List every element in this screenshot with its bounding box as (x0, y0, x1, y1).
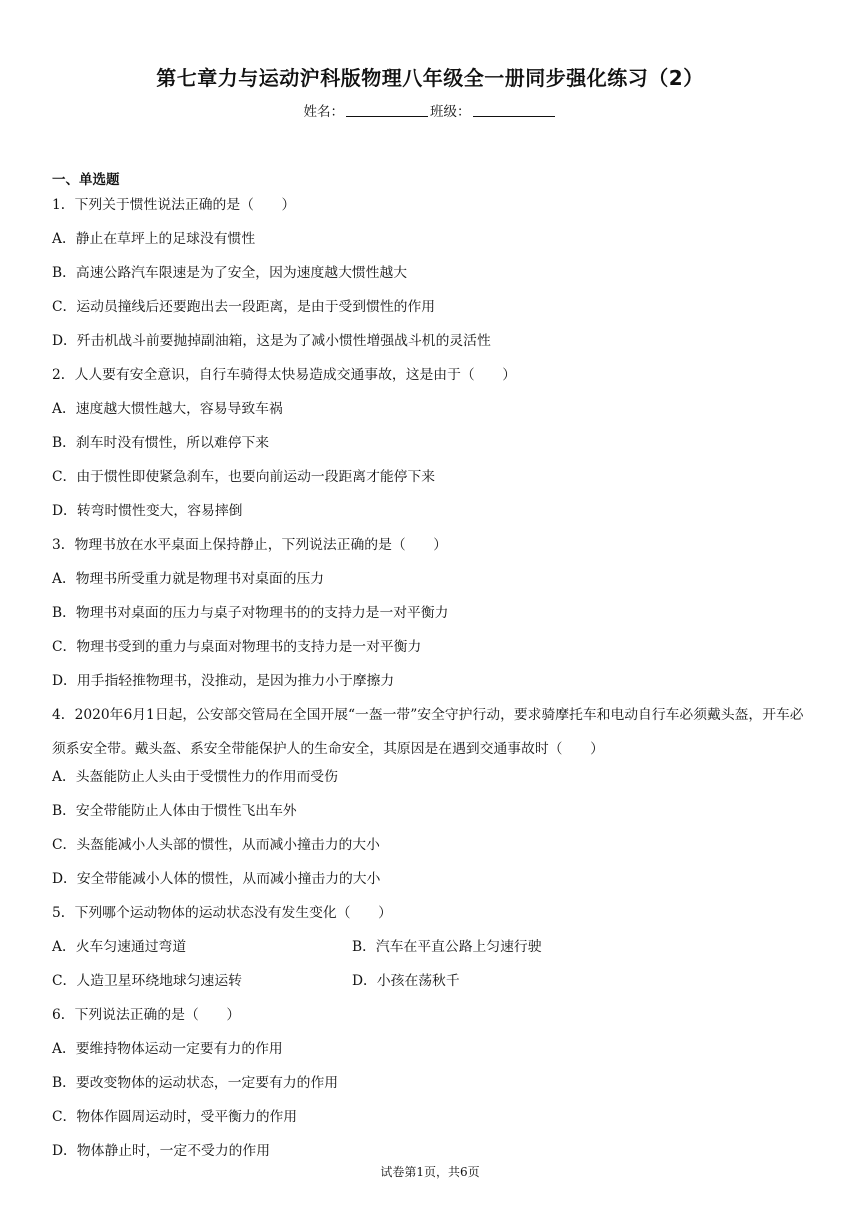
option: C．物体作圆周运动时，受平衡力的作用 (52, 1109, 298, 1125)
option: D．用手指轻推物理书，没推动，是因为推力小于摩擦力 (52, 673, 395, 689)
class-blank (473, 104, 555, 117)
option: C．运动员撞线后还要跑出去一段距离，是由于受到惯性的作用 (52, 299, 436, 315)
page-footer: 试卷第1页，共6页 (380, 1165, 480, 1179)
option: C．由于惯性即使紧急刹车，也要向前运动一段距离才能停下来 (52, 469, 436, 485)
option-row (52, 933, 812, 967)
option: D．物体静止时，一定不受力的作用 (52, 1143, 271, 1159)
option: A．头盔能防止人头由于受惯性力的作用而受伤 (52, 769, 338, 785)
question-stem: 5．下列哪个运动物体的运动状态没有发生变化（ ） (52, 905, 392, 921)
question-stem: 3．物理书放在水平桌面上保持静止，下列说法正确的是（ ） (52, 537, 448, 553)
option: B．要改变物体的运动状态，一定要有力的作用 (52, 1075, 339, 1091)
class-label: 班级： (430, 104, 471, 120)
option: A．物理书所受重力就是物理书对桌面的压力 (52, 571, 325, 587)
option: C．头盔能减小人头部的惯性，从而减小撞击力的大小 (52, 837, 380, 853)
section-heading: 一、单选题 (52, 172, 120, 188)
question-stem: 1．下列关于惯性说法正确的是（ ） (52, 197, 296, 213)
option: A．静止在草坪上的足球没有惯性 (52, 231, 256, 247)
option: B．高速公路汽车限速是为了安全，因为速度越大惯性越大 (52, 265, 408, 281)
option: D．安全带能减小人体的惯性，从而减小撞击力的大小 (52, 871, 381, 887)
option: D．歼击机战斗前要抛掉副油箱，这是为了减小惯性增强战斗机的灵活性 (52, 333, 491, 349)
option: C．物理书受到的重力与桌面对物理书的支持力是一对平衡力 (52, 639, 422, 655)
question-stem: 4．2020年6月1日起，公安部交管局在全国开展“一盔一带”安全守护行动，要求骑摩托车和电动自行车必须戴头盔，开车必须系安全带。戴头盔、系安全带能保护人的生命安全，其原因是在遇到交通事故时（ ） (52, 707, 804, 757)
option: D．转弯时惯性变大，容易摔倒 (52, 503, 243, 519)
option-row (52, 967, 812, 1001)
option: A．火车匀速通过弯道 (52, 939, 187, 955)
question-stem: 6．下列说法正确的是（ ） (52, 1007, 241, 1023)
option: D．小孩在荡秋千 (352, 973, 460, 989)
option: B．汽车在平直公路上匀速行驶 (352, 939, 542, 955)
option: A．要维持物体运动一定要有力的作用 (52, 1041, 283, 1057)
option: B．安全带能防止人体由于惯性飞出车外 (52, 803, 297, 819)
name-blank (346, 104, 428, 117)
name-label: 姓名： (303, 104, 344, 120)
option: B．刹车时没有惯性，所以难停下来 (52, 435, 270, 451)
option: B．物理书对桌面的压力与桌子对物理书的的支持力是一对平衡力 (52, 605, 449, 621)
student-info-line (0, 100, 860, 120)
option: C．人造卫星环绕地球匀速运转 (52, 973, 242, 989)
option: A．速度越大惯性越大，容易导致车祸 (52, 401, 283, 417)
document-title: 第七章力与运动沪科版物理八年级全一册同步强化练习（2） (156, 66, 704, 90)
question-stem: 2．人人要有安全意识，自行车骑得太快易造成交通事故，这是由于（ ） (52, 367, 517, 383)
questions-list (52, 191, 812, 1171)
